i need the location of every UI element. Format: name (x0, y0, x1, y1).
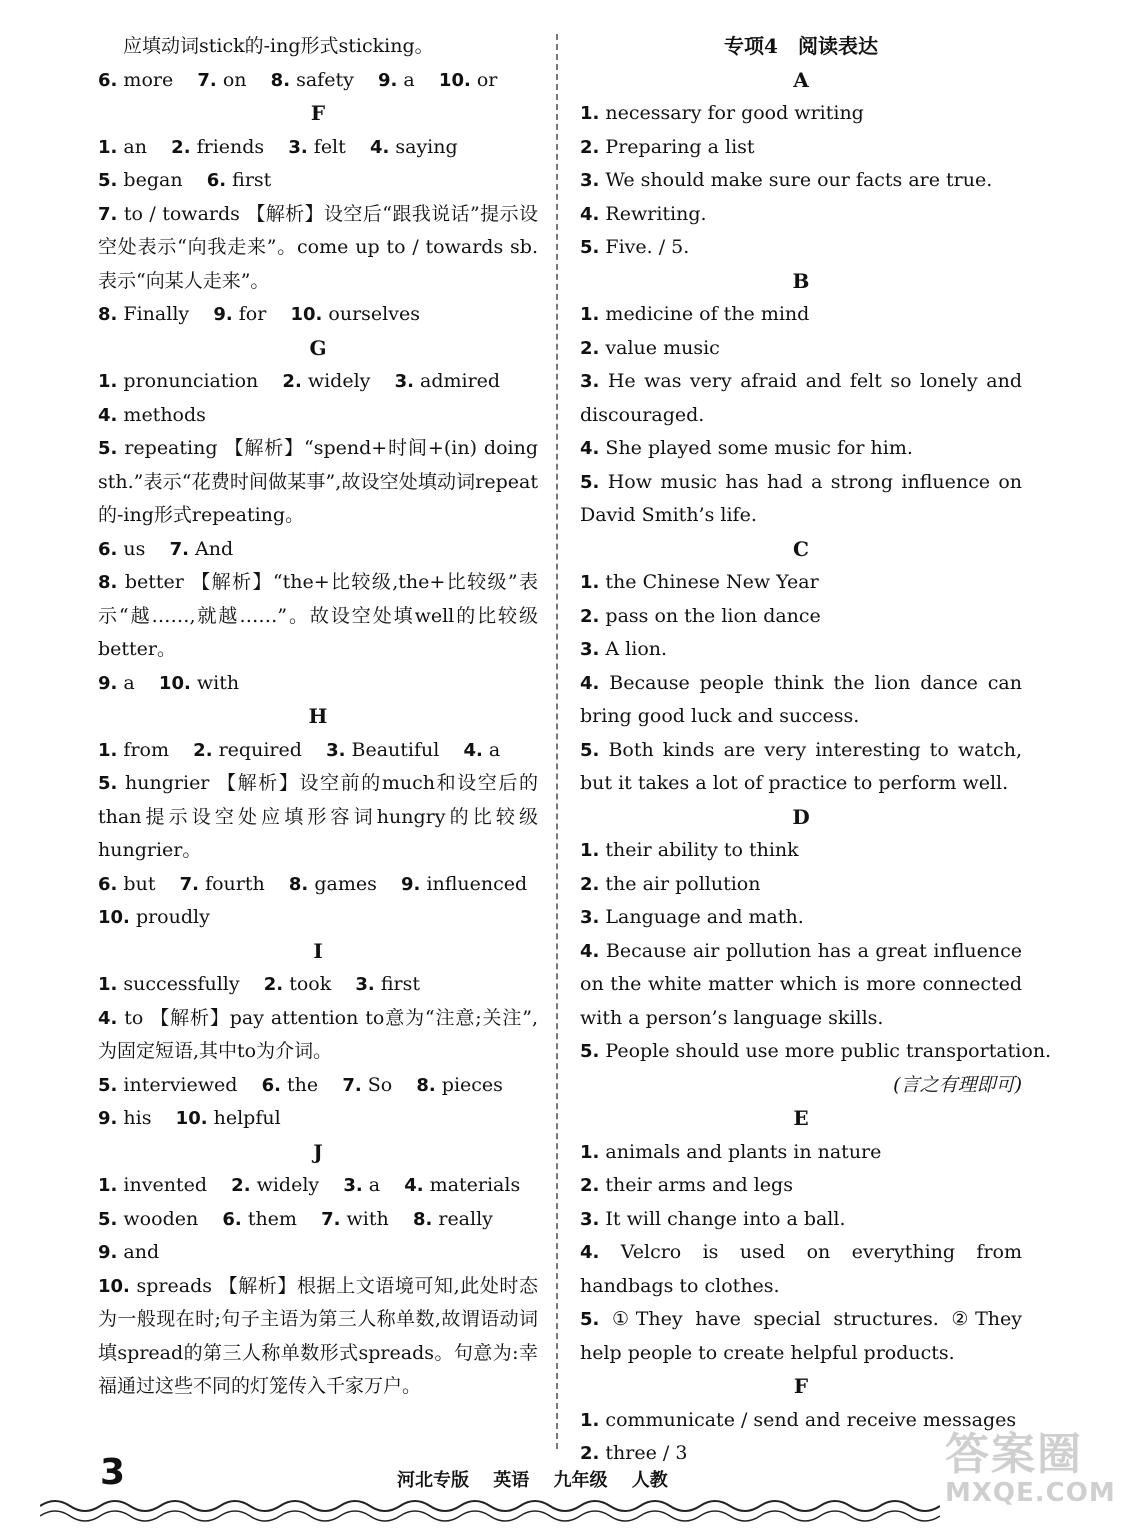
answer-text: So (367, 1073, 393, 1096)
answer-line: 应填动词stick的-ing形式sticking。 (123, 35, 434, 57)
answer-number: 5. (98, 438, 118, 459)
answer-text: us (123, 537, 146, 560)
section-heading: G (309, 335, 327, 360)
answer-line (98, 1203, 538, 1237)
answer-text: We should make sure our facts are true. (605, 169, 993, 191)
answer-number: 4. (580, 438, 600, 459)
section-heading: 专项4 阅读表达 (724, 34, 878, 58)
answer-text: helpful (213, 1107, 281, 1129)
answer-text: invented (123, 1174, 207, 1196)
answer-text: games (314, 872, 377, 895)
answer-number: 9. (98, 1242, 118, 1263)
answer-text: widely (256, 1174, 320, 1196)
answer-text: A lion. (605, 638, 668, 660)
answer-text: began (123, 169, 183, 191)
answer-text: Beautiful (351, 738, 440, 761)
section-heading: H (308, 704, 328, 728)
answer-text: ①They have special structures. ②They help people to create helpful products. (580, 1308, 1022, 1364)
answer-number: 3. (580, 170, 600, 191)
answer-text: Five. / 5. (605, 236, 690, 258)
page-number: 3 (100, 1452, 126, 1493)
answer-text: widely (307, 370, 371, 392)
answer-number: 1. (580, 840, 600, 861)
answer-text: the (287, 1073, 319, 1096)
answer-number: 1. (580, 1141, 600, 1163)
answer-number: 10. (290, 304, 323, 325)
answer-number: 5. (580, 237, 600, 258)
answer-number: 3. (288, 136, 308, 158)
answer-text: to 【解析】pay attention to意为“注意;关注”,为固定短语,其中to为介词。 (98, 1006, 539, 1062)
answer-text: How music has had a strong influence on David Smith’s life. (580, 470, 1022, 526)
answer-text: from (123, 738, 169, 761)
answer-text: It will change into a ball. (605, 1207, 846, 1230)
answer-text: Both kinds are very interesting to watch, but it takes a lot of practice to perform well. (580, 738, 1022, 794)
answer-number: 4. (580, 940, 600, 962)
answer-text: with (346, 1207, 389, 1230)
answer-text: influenced (426, 872, 528, 895)
answer-text: pass on the lion dance (605, 604, 821, 627)
answer-text: friends (196, 135, 265, 158)
answer-item (98, 198, 538, 299)
answer-number: 5. (580, 739, 600, 761)
answer-item (98, 767, 538, 868)
answer-item (580, 667, 1022, 734)
answer-text: them (247, 1207, 297, 1230)
answer-text: their arms and legs (605, 1174, 793, 1196)
answer-number: 4. (98, 1007, 118, 1029)
answer-text: pronunciation (123, 370, 259, 392)
answer-line (98, 868, 538, 902)
answer-number: 5. (98, 1074, 118, 1096)
section-heading: I (313, 938, 323, 963)
answer-number: 2. (171, 136, 191, 158)
answer-line (98, 1069, 538, 1103)
answer-number: 3. (580, 1208, 600, 1230)
wave-decoration (40, 1496, 940, 1526)
answer-text: an (123, 135, 147, 158)
answer-item (580, 935, 1022, 1036)
answer-text: Language and math. (605, 906, 804, 928)
answer-number: 6. (222, 1208, 242, 1230)
answer-number: 1. (580, 572, 600, 593)
answer-number: 1. (98, 1175, 118, 1196)
answer-line (580, 834, 1022, 868)
section-heading: F (310, 101, 326, 125)
answer-text: felt (313, 135, 346, 158)
answer-text: a (488, 738, 501, 761)
answer-text: safety (296, 68, 354, 91)
answer-number: 10. (98, 1275, 130, 1297)
answer-text: wooden (123, 1207, 199, 1230)
answer-number: 10. (175, 1108, 208, 1129)
answer-number: 7. (321, 1208, 341, 1230)
answer-text: repeating 【解析】“spend+时间+(in) doing sth.”表示“花费时间做某事”,故设空处填动词repeat的-ing形式repeating。 (98, 437, 539, 526)
answer-number: 6. (98, 873, 118, 895)
section-heading: J (313, 1139, 323, 1164)
answer-text: People should use more public transportation. (605, 1040, 1052, 1062)
answer-text: And (195, 537, 234, 560)
answer-number: 10. (158, 672, 191, 694)
answer-number: 1. (98, 371, 118, 392)
answer-text: on (222, 68, 247, 91)
section-heading: D (792, 804, 810, 829)
answer-item (580, 1236, 1022, 1303)
answer-line (580, 901, 1022, 935)
answer-number: 4. (98, 404, 118, 426)
answer-text: for (238, 303, 267, 325)
section-heading: E (793, 1106, 809, 1130)
answer-number: 2. (282, 371, 302, 392)
answer-text: or (476, 68, 498, 91)
answer-line (98, 164, 538, 198)
answer-line (98, 901, 538, 935)
answer-number: 3. (580, 371, 600, 392)
answer-number: 2. (580, 337, 600, 359)
answer-text: the Chinese New Year (605, 571, 819, 593)
answer-number: 3. (343, 1175, 363, 1196)
answer-number: 6. (261, 1074, 281, 1096)
answer-line (98, 734, 538, 768)
answer-number: 9. (401, 873, 421, 895)
answer-number: 3. (580, 907, 600, 928)
answer-text: pieces (441, 1073, 503, 1096)
answer-number: 5. (580, 471, 600, 493)
watermark-url: MXQE.COM (945, 1478, 1116, 1508)
answer-number: 9. (213, 304, 233, 325)
answer-number: 9. (98, 672, 118, 694)
answer-number: 1. (580, 304, 600, 325)
answer-line (580, 231, 1022, 265)
answer-number: 2. (580, 1175, 600, 1196)
answer-text: Because people think the lion dance can bring good luck and success. (580, 671, 1022, 727)
answer-number: 7. (342, 1074, 362, 1096)
answer-text: and (123, 1241, 160, 1263)
answer-number: 2. (580, 1443, 600, 1464)
answer-number: 5. (580, 1309, 600, 1330)
answer-text: admired (420, 370, 501, 392)
answer-item (580, 365, 1022, 432)
answer-line (580, 633, 1022, 667)
answer-line (580, 1169, 1022, 1203)
answer-text: three / 3 (605, 1442, 688, 1464)
answer-number: 1. (580, 103, 600, 124)
answer-text: Because air pollution has a great influence on the white matter which is more connected with a person’s language skills. (580, 939, 1022, 1029)
answer-number: 2. (580, 605, 600, 627)
answer-line (98, 1236, 538, 1270)
answer-line (98, 968, 538, 1002)
watermark-logo (945, 1418, 1115, 1528)
answer-number: 3. (355, 974, 375, 995)
answer-number: 10. (98, 907, 130, 928)
answer-text: hungrier 【解析】设空前的much和设空后的than提示设空处应填形容词hungry的比较级hungrier。 (98, 772, 539, 861)
answer-text: animals and plants in nature (605, 1140, 882, 1163)
answer-line (98, 399, 538, 433)
answer-text: She played some music for him. (605, 437, 913, 459)
answer-line (580, 566, 1022, 600)
answer-text: Velcro is used on everything from handbags to clothes. (580, 1241, 1022, 1297)
answer-item (98, 1270, 538, 1404)
answer-line (580, 198, 1022, 232)
answer-number: 2. (193, 739, 213, 761)
answer-number: 10. (438, 69, 471, 91)
section-heading: C (793, 536, 809, 561)
answer-text: his (123, 1107, 152, 1129)
answer-text: the air pollution (605, 872, 761, 895)
answer-text: Finally (123, 303, 190, 325)
answer-item (580, 1303, 1022, 1370)
answer-number: 7. (197, 69, 217, 91)
left-column (98, 30, 538, 1404)
answer-number: 8. (98, 572, 118, 593)
answer-number: 3. (394, 371, 414, 392)
answer-text: methods (123, 403, 206, 426)
answer-number: 4. (404, 1175, 424, 1196)
answer-text: saying (395, 135, 458, 158)
answer-line (580, 332, 1022, 366)
answer-text: Preparing a list (605, 135, 755, 158)
answer-text: Rewriting. (605, 202, 707, 225)
answer-number: 3. (580, 639, 600, 660)
answer-text: really (438, 1207, 493, 1230)
answer-number: 8. (98, 304, 118, 325)
answer-text: medicine of the mind (605, 303, 810, 325)
answer-line (580, 97, 1022, 131)
answer-line (580, 1203, 1022, 1237)
edition-info: 河北专版 英语 九年级 人教 (397, 1470, 668, 1491)
answer-line (580, 868, 1022, 902)
answer-text: value music (605, 336, 720, 359)
note-text: (言之有理即可) (893, 1073, 1022, 1096)
answer-line (98, 533, 538, 567)
answer-number: 7. (98, 203, 118, 225)
answer-line (580, 131, 1022, 165)
answer-text: to / towards 【解析】设空后“跟我说话”提示设空处表示“向我走来”。come up to / towards sb.表示“向某人走来”。 (98, 202, 539, 292)
answer-line (580, 298, 1022, 332)
answer-item (98, 566, 538, 667)
section-heading: A (793, 67, 809, 92)
answer-line (580, 1136, 1022, 1170)
section-heading: F (793, 1374, 809, 1398)
answer-number: 6. (98, 69, 118, 91)
answer-number: 1. (580, 1409, 600, 1431)
answer-item (98, 432, 538, 533)
answer-text: materials (429, 1174, 521, 1196)
answer-text: ourselves (328, 303, 420, 325)
answer-text: interviewed (123, 1073, 238, 1096)
answer-line (98, 667, 538, 701)
answer-text: necessary for good writing (605, 102, 864, 124)
page-footer (0, 1429, 1125, 1536)
answer-text: a (403, 68, 415, 91)
watermark-text: 答案圈 (945, 1429, 1083, 1480)
answer-number: 7. (179, 873, 200, 895)
answer-text: required (218, 738, 302, 761)
answer-number: 4. (463, 739, 483, 761)
answer-line (580, 432, 1022, 466)
answer-item (98, 1002, 538, 1069)
answer-number: 1. (98, 739, 118, 761)
answer-number: 3. (326, 739, 346, 761)
answer-line (98, 298, 538, 332)
answer-number: 4. (580, 203, 600, 225)
answer-text: more (123, 68, 174, 91)
answer-number: 8. (412, 1208, 433, 1230)
answer-number: 4. (580, 672, 600, 694)
answer-number: 4. (369, 136, 390, 158)
answer-text: their ability to think (605, 839, 799, 861)
answer-number: 5. (580, 1041, 600, 1062)
answer-line (98, 64, 538, 98)
answer-number: 2. (580, 136, 600, 158)
answer-number: 2. (580, 873, 600, 895)
answer-number: 9. (378, 69, 398, 91)
answer-number: 5. (98, 773, 118, 794)
answer-number: 5. (98, 170, 118, 191)
answer-text: proudly (135, 906, 210, 928)
answer-line (98, 365, 538, 399)
answer-number: 9. (98, 1108, 118, 1129)
answer-line (98, 131, 538, 165)
answer-line (580, 1035, 1052, 1069)
section-heading: B (792, 268, 810, 293)
answer-text: a (368, 1174, 381, 1196)
answer-number: 6. (206, 170, 227, 191)
answer-number: 5. (98, 1208, 118, 1230)
answer-line (98, 1102, 538, 1136)
answer-text: first (232, 169, 272, 191)
answer-number: 1. (98, 136, 118, 158)
answer-text: successfully (123, 973, 240, 995)
answer-number: 6. (98, 538, 118, 560)
answer-line (580, 164, 1022, 198)
column-divider (556, 34, 558, 1449)
answer-text: better 【解析】“the+比较级,the+比较级”表示“越……,就越……”。故设空处填well的比较级better。 (98, 571, 538, 660)
answer-number: 2. (231, 1175, 251, 1196)
answer-text: but (123, 872, 156, 895)
answer-line (580, 600, 1022, 634)
answer-line (98, 1169, 538, 1203)
answer-text: a (123, 671, 135, 694)
answer-number: 1. (98, 974, 118, 995)
answer-number: 8. (288, 873, 309, 895)
answer-text: communicate / send and receive messages (605, 1408, 1017, 1431)
answer-text: fourth (205, 872, 265, 895)
answer-text: first (380, 973, 420, 995)
answer-number: 8. (416, 1074, 436, 1096)
answer-text: spreads 【解析】根据上文语境可知,此处时态为一般现在时;句子主语为第三人称单数,故谓语动词填spread的第三人称单数形式spreads。句意为:幸福通过这些不同的灯笼传入千家万户。 (98, 1274, 538, 1397)
answer-number: 4. (580, 1242, 600, 1263)
answer-text: with (196, 671, 240, 694)
answer-item (580, 734, 1022, 801)
answer-item (580, 466, 1022, 533)
answer-number: 7. (169, 538, 189, 560)
answer-text: took (289, 973, 332, 995)
answer-number: 8. (270, 69, 291, 91)
answer-text: He was very afraid and felt so lonely and discouraged. (580, 370, 1022, 426)
answer-number: 2. (263, 974, 284, 995)
